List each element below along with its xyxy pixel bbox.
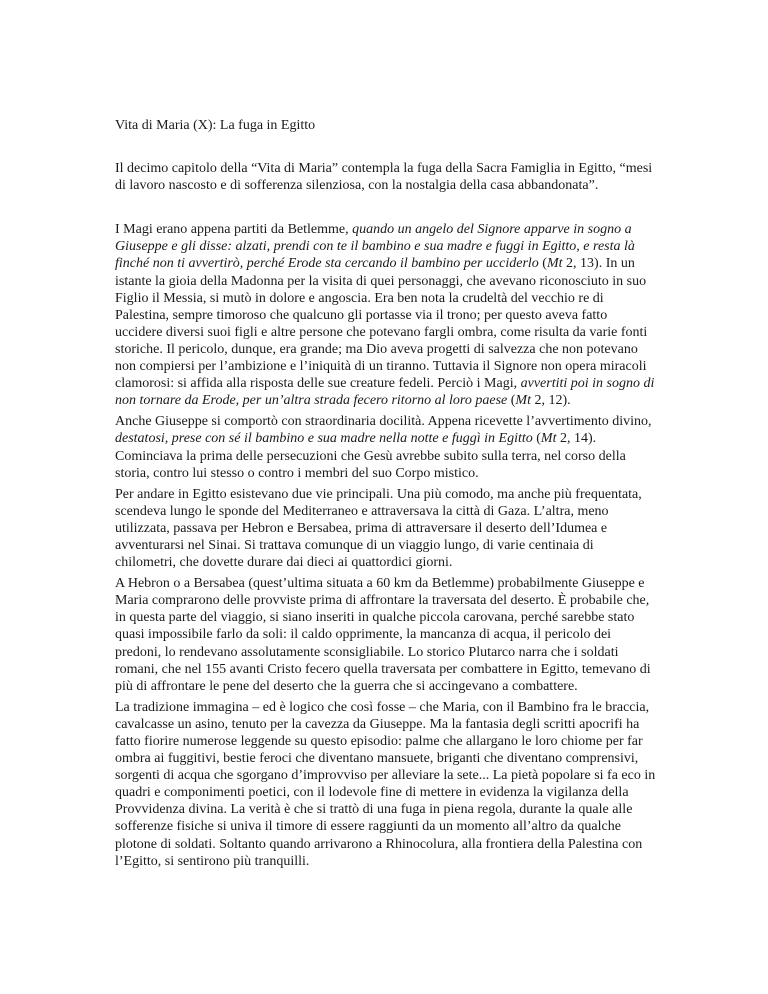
text-run: ( — [532, 431, 541, 447]
italic-text-run: Mt — [540, 431, 557, 447]
text-run: ( — [507, 393, 516, 409]
paragraph — [115, 160, 658, 194]
text-run: La tradizione immagina – ed è logico che così fosse – che Maria, con il Bambino fra le braccia, cavalcasse un asino, tenuto per la cavezza da Giuseppe. Ma la fantasia degli scritti apocrifi ha fatto fiorire numerose leggende su questo episodio: palme che allargano le loro chiome per far ombra ai fuggitivi, bestie feroci che diventano mansuete, briganti che diventano comprensivi, sorgenti di acqua che sgorgano d’improvviso per alleviare la sete... La pietà popolare si fa eco in quadri e componimenti poetici, con il lodevole fine di mettere in evidenza la vigilanza della Provvidenza divina. La verità è che si trattò di una fuga in piena regola, durante la quale alle sofferenze fisiche si univa il timore di essere raggiunti da un momento all’altro da qualche plotone di soldati. Soltanto quando arrivarono a Rhinocolura, alla frontiera della Palestina con l’Egitto, si sentirono più tranquilli. — [115, 699, 656, 869]
document-title: Vita di Maria (X): La fuga in Egitto — [115, 118, 316, 133]
text-run: 2, 13). In un istante la gioia della Madonna per la visita di quei personaggi, che avevano riconosciuto in suo Figlio il Messia, si mutò in dolore e angoscia. Era ben nota la crudeltà del vecchio re di Palestina, sempre timoroso che qualcuno gli portasse via il trono; per questo aveva fatto uccidere diversi suoi figli e altre persone che potevano fargli ombra, come risulta da varie fonti storiche. Il pericolo, dunque, era grande; ma Dio aveva progetti di salvezza che non potevano non compiersi per l’ambizione e l’iniquità di un tiranno. Tuttavia il Signore non opera miracoli clamorosi: si affida alla risposta delle sue creature fedeli. Perciò i Magi, — [115, 256, 648, 392]
text-run: Per andare in Egitto esistevano due vie principali. Una più comodo, ma anche più frequentata, scendeva lungo le sponde del Mediterraneo e attraversava la città di Gaza. L’altra, meno utilizzata, passava per Hebron e Bersabea, prima di attraversare il deserto dell’Idumea e avventurarsi nel Sinai. Si trattava comunque di un viaggio lungo, di varie centinaia di chilometri, che dovette durare dai dieci ai quattordici giorni. — [115, 486, 642, 571]
italic-text-run: destatosi, prese con sé il bambino e sua madre nella notte e fuggì in Egitto — [115, 431, 533, 447]
paragraph — [115, 699, 658, 870]
text-run: A Hebron o a Bersabea (quest’ultima situata a 60 km da Betlemme) probabilmente Giuseppe e Maria comprarono delle provviste prima di affrontare la traversata del deserto. È probabile che, in questa parte del viaggio, si siano inseriti in qualche piccola carovana, perché sarebbe stato quasi impossibile farlo da soli: il caldo opprimente, la mancanza di acqua, il pericolo dei predoni, lo rendevano assolutamente sconsigliabile. Lo storico Plutarco narra che i soldati romani, che nel 155 avanti Cristo fecero quella traversata per combattere in Egitto, temevano di più di affrontare le pene del deserto che la guerra che si accingevano a combattere. — [115, 576, 651, 694]
italic-text-run: quando un angelo del Signore apparve in sogno a Giuseppe e gli disse: alzati, prendi con te il bambino e sua madre e fuggi in Egitto, e resta là finché non ti avvertirò, perché Erode sta cercando il bambino per ucciderlo — [115, 222, 635, 272]
text-run: ( — [538, 256, 547, 272]
document-body — [115, 160, 658, 870]
italic-text-run: Mt — [515, 393, 531, 409]
text-run: I Magi erano appena partiti da Betlemme, — [115, 222, 353, 238]
italic-text-run: Mt — [546, 256, 563, 272]
text-run: 2, 12). — [530, 393, 571, 409]
text-run: 2, 14). Cominciava la prima delle persecuzioni che Gesù avrebbe subito sulla terra, nel corso della storia, contro lui stesso o contro i membri del suo Corpo mistico. — [115, 431, 626, 481]
text-run: Il decimo capitolo della “Vita di Maria” contempla la fuga della Sacra Famiglia in Egitto, “mesi di lavoro nascosto e di sofferenza silenziosa, con la nostalgia della casa abbandonata”. — [115, 161, 653, 194]
paragraph — [115, 221, 658, 409]
paragraph — [115, 413, 658, 481]
paragraph — [115, 575, 658, 695]
italic-text-run: avvertiti poi in sogno di non tornare da Erode, per un’altra strada fecero ritorno al loro paese — [115, 376, 655, 409]
document-content — [115, 117, 658, 874]
text-run: Anche Giuseppe si comportò con straordinaria docilità. Appena ricevette l’avvertimento divino, — [115, 414, 652, 430]
paragraph — [115, 486, 658, 571]
